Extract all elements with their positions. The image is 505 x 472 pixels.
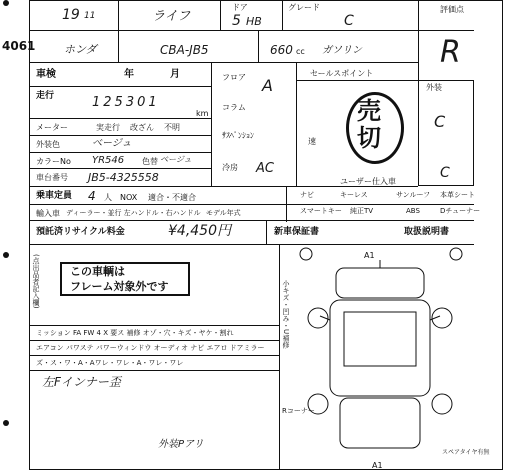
capacity-label: 乗車定員: [36, 191, 73, 201]
floor-value: A: [262, 76, 273, 95]
color-no-value: YR546: [92, 155, 125, 166]
header-body: HB: [246, 15, 262, 28]
capacity-unit: 人: [104, 193, 112, 202]
model-year-label: モデル年式: [206, 209, 241, 217]
manual-label: 取扱説明書: [404, 227, 450, 237]
divider: [279, 244, 280, 470]
meter-label: メーター: [36, 123, 68, 132]
equip-8: Dチューナー: [440, 207, 481, 215]
equip-4: 本革シート: [440, 191, 475, 199]
mileage-label: 走行: [36, 91, 55, 101]
punch-hole: [3, 0, 9, 6]
header-divider: [29, 30, 474, 31]
import-value: ディーラー・並行 左ハンドル・右ハンドル: [66, 209, 201, 217]
meter-option-3[interactable]: 不明: [164, 123, 180, 132]
punch-hole: [3, 420, 9, 426]
transmission-label: 速: [308, 137, 316, 146]
frame-no-label: 車台番号: [36, 173, 68, 182]
suspension-label: ｻｽﾍﾟﾝｼｮﾝ: [222, 131, 254, 140]
exterior-value: ベージュ: [92, 138, 132, 149]
fuel-value: ガソリン: [322, 45, 362, 56]
divider: [29, 86, 211, 87]
divider: [29, 186, 418, 187]
header-month: 11: [84, 11, 96, 21]
left-block-divider: [211, 62, 212, 186]
punch-hole: [3, 252, 9, 258]
recycle-value: ¥4,450円: [168, 223, 231, 239]
col-divider-3: [282, 0, 283, 30]
mission-row-1: ミッション FA FW 4 X 要ス 補修 オゾ・穴・キズ・ヤケ・割れ: [36, 329, 234, 337]
divider: [29, 118, 211, 119]
notice-line-2: フレーム対象外です: [70, 280, 169, 293]
divider: [29, 152, 211, 153]
col-divider-2: [220, 0, 221, 30]
bottom-tag: 外装Pアリ: [158, 439, 204, 450]
divider: [29, 220, 474, 221]
recolor-label: 色替: [142, 157, 158, 166]
cooling-value: AC: [256, 161, 274, 176]
score-divider: [418, 0, 419, 80]
inspection-label: 車検: [36, 69, 56, 80]
mission-row-3: ズ・ス・ワ・A・Aワレ・ワレ・A・ワレ・ワレ: [36, 359, 184, 367]
mileage-value: 125301: [92, 95, 160, 110]
sold-stamp-bottom: 切: [357, 124, 381, 152]
exterior-grade-value: C: [434, 112, 446, 131]
equip-2: キーレス: [340, 191, 368, 199]
equip-6: 純正TV: [350, 207, 374, 215]
color-no-label: カラーNo: [36, 157, 71, 166]
header-model: ライフ: [152, 9, 191, 24]
corner-note: Rコーナー: [282, 407, 315, 415]
divider: [29, 340, 279, 341]
door-label: ドア: [232, 3, 248, 12]
divider: [29, 135, 211, 136]
exterior-label: 外装色: [36, 140, 60, 149]
divider: [286, 186, 287, 222]
sold-stamp-top: 売: [357, 97, 381, 125]
user-equipment-label: ユーザー仕入車: [340, 177, 396, 186]
left-side-label: (点出品者記入欄): [32, 254, 40, 309]
cooling-label: 冷房: [222, 163, 238, 172]
meter-option-1[interactable]: 実走行: [96, 123, 120, 132]
inspection-year-label: 年: [124, 69, 134, 80]
import-label: 輸入車: [36, 209, 60, 218]
column-label: コラム: [222, 103, 246, 112]
score-label: 評価点: [440, 5, 464, 14]
nox-options: 適合・不適合: [148, 193, 196, 202]
equip-7: ABS: [406, 207, 420, 215]
chassis-value: CBA-JB5: [160, 43, 209, 57]
equip-3: サンルーフ: [396, 191, 431, 199]
divider: [29, 168, 211, 169]
spare-tire-label: スペアタイヤ有無: [442, 449, 490, 456]
equip-1: ナビ: [300, 191, 314, 199]
exterior-grade-label: 外装: [426, 83, 442, 92]
mission-row-2: エアコン パワステ パワーウィンドウ オーディオ ナビ エアロ ドアミラー: [36, 344, 265, 352]
capacity-value: 4: [88, 189, 96, 203]
equip-5: スマートキー: [300, 207, 342, 215]
header-year: 19: [62, 7, 80, 23]
notice-line-1: この車輌は: [70, 265, 125, 278]
nox-label: NOX: [120, 193, 138, 202]
row2-divider: [29, 62, 418, 63]
sales-point-label: セールスポイント: [310, 69, 374, 78]
divider: [29, 355, 279, 356]
lot-number: 4061: [2, 39, 36, 53]
grade-label: グレード: [288, 3, 320, 12]
col-divider-1: [118, 0, 119, 62]
header-grade: C: [344, 13, 354, 29]
cc-unit: cc: [296, 47, 305, 56]
divider: [29, 370, 279, 371]
front-mark: A1: [364, 251, 375, 260]
interior-grade-value: C: [440, 165, 450, 181]
floor-label: フロア: [222, 73, 246, 82]
mileage-unit: km: [196, 109, 209, 118]
recolor-note: ベージュ: [160, 155, 192, 164]
divider: [266, 220, 267, 244]
col-divider-4: [258, 30, 259, 62]
header-doors: 5: [232, 13, 241, 29]
divider: [29, 204, 474, 205]
inspection-month-label: 月: [170, 69, 180, 80]
meter-option-2[interactable]: 改ざん: [130, 123, 154, 132]
rear-mark: A1: [372, 461, 383, 470]
divider: [29, 244, 474, 245]
recycle-label: 預託済リサイクル料金: [36, 227, 125, 237]
warranty-label: 新車保証書: [274, 227, 320, 237]
frame-no-value: JB5-4325558: [88, 171, 159, 184]
remarks-text: 左Fインナー歪: [42, 375, 121, 389]
divider: [296, 80, 418, 81]
middle-side-label: 小キズ・凹み・U補修: [282, 280, 290, 349]
displacement-value: 660: [270, 43, 293, 57]
score-value: R: [440, 35, 461, 70]
maker-value: ホンダ: [64, 43, 97, 56]
divider: [29, 325, 279, 326]
